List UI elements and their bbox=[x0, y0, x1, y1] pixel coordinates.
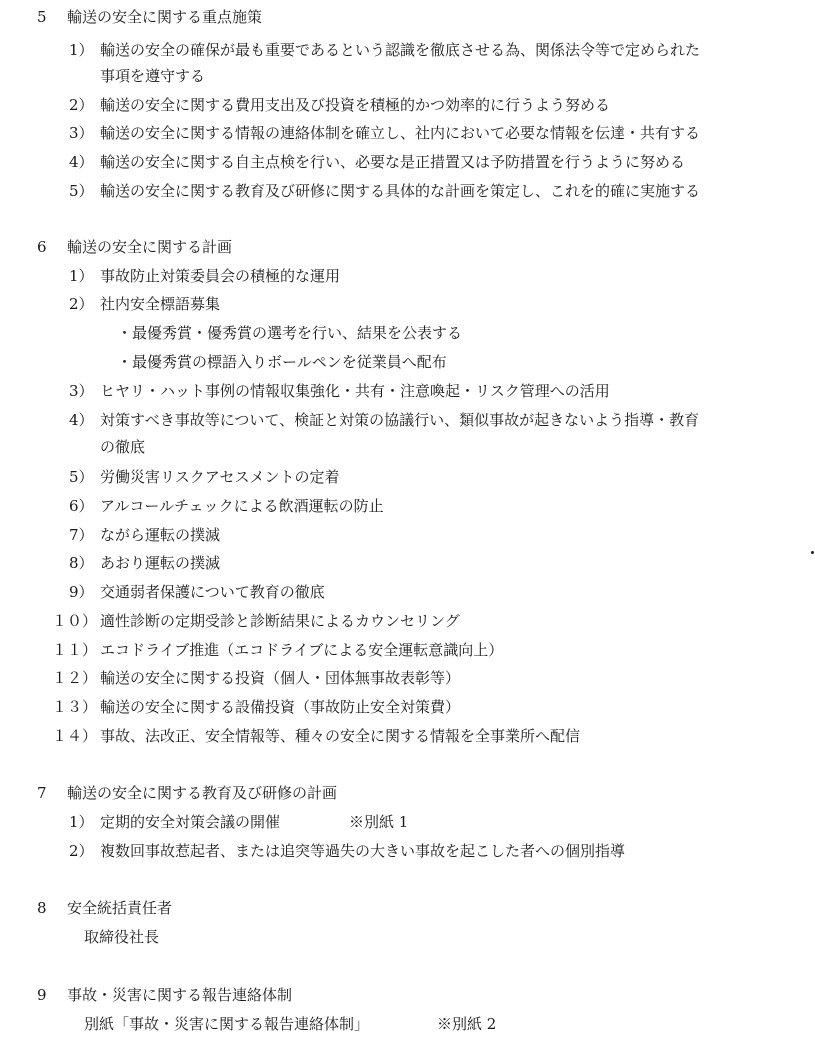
item-number: 6） bbox=[69, 497, 94, 515]
list-item bbox=[52, 668, 460, 688]
section-8-heading bbox=[37, 898, 172, 918]
item-text: エコドライブ推進（エコドライブによる安全運転意識向上） bbox=[100, 641, 504, 659]
list-item bbox=[69, 553, 220, 573]
item-text: 輸送の安全に関する投資（個人・団体無事故表彰等） bbox=[100, 669, 461, 687]
item-text: 複数回事故惹起者、または追突等過失の大きい事故を起こした者への個別指導 bbox=[100, 842, 626, 860]
list-item bbox=[69, 95, 610, 115]
item-number: 1） bbox=[69, 41, 94, 59]
item-text: 社内安全標語募集 bbox=[100, 295, 221, 313]
list-item bbox=[69, 266, 340, 286]
section-7-heading bbox=[37, 783, 337, 803]
list-item bbox=[69, 40, 700, 60]
section-number: 6 bbox=[37, 238, 47, 256]
list-item bbox=[69, 467, 340, 487]
stray-mark bbox=[811, 551, 814, 554]
item-number: 5） bbox=[69, 468, 94, 486]
item-number: １１） bbox=[52, 641, 98, 659]
item-text: 輸送の安全に関する教育及び研修に関する具体的な計画を策定し、これを的確に実施する bbox=[100, 182, 701, 200]
item-text: 交通弱者保護について教育の徹底 bbox=[100, 583, 325, 601]
section-number: 5 bbox=[37, 8, 47, 26]
list-item bbox=[52, 611, 460, 631]
item-number: 1） bbox=[69, 813, 94, 831]
item-number: 2） bbox=[69, 842, 94, 860]
section-number: 7 bbox=[37, 784, 47, 802]
item-number: 4） bbox=[69, 153, 94, 171]
item-text: 事故、法改正、安全情報等、種々の安全に関する情報を全事業所へ配信 bbox=[100, 727, 581, 745]
section-title: 事故・災害に関する報告連絡体制 bbox=[67, 986, 293, 1004]
item-number: 3） bbox=[69, 382, 94, 400]
item-number: 1） bbox=[69, 267, 94, 285]
item-text-continuation: 事項を遵守する bbox=[100, 67, 206, 85]
item-number: 2） bbox=[69, 295, 94, 313]
item-text: 輸送の安全に関する情報の連絡体制を確立し、社内において必要な情報を伝達・共有する bbox=[100, 124, 701, 142]
list-item bbox=[52, 726, 580, 746]
item-number: １２） bbox=[52, 669, 98, 687]
list-item bbox=[69, 410, 699, 430]
sub-item: ・最優秀賞・優秀賞の選考を行い、結果を公表する bbox=[117, 324, 463, 342]
list-item bbox=[69, 123, 700, 143]
item-number: 9） bbox=[69, 583, 94, 601]
item-number: 8） bbox=[69, 554, 94, 572]
item-number: 2） bbox=[69, 96, 94, 114]
item-number: 3） bbox=[69, 124, 94, 142]
list-item bbox=[52, 697, 460, 717]
sub-item: ・最優秀賞の標語入りボールペンを従業員へ配布 bbox=[117, 353, 447, 371]
list-item bbox=[69, 841, 625, 861]
list-item bbox=[69, 525, 220, 545]
section-number: 8 bbox=[37, 899, 47, 917]
item-text-continuation: の徹底 bbox=[100, 438, 146, 456]
item-text: ながら運転の撲滅 bbox=[100, 526, 221, 544]
section-title: 輸送の安全に関する計画 bbox=[67, 238, 233, 256]
section-9-heading bbox=[37, 985, 292, 1005]
annex-note: ※別紙 2 bbox=[437, 1015, 497, 1033]
list-item bbox=[69, 812, 280, 832]
item-text: 労働災害リスクアセスメントの定着 bbox=[100, 468, 340, 486]
item-text: 輸送の安全に関する費用支出及び投資を積極的かつ効率的に行うよう努める bbox=[100, 96, 611, 114]
section-body: 取締役社長 bbox=[84, 928, 160, 946]
item-number: １３） bbox=[52, 698, 98, 716]
section-body: 別紙「事故・災害に関する報告連絡体制」 bbox=[84, 1015, 370, 1033]
list-item bbox=[69, 152, 685, 172]
list-item bbox=[52, 640, 503, 660]
item-number: １０） bbox=[52, 612, 98, 630]
annex-note: ※別紙 1 bbox=[349, 813, 409, 831]
item-number: 4） bbox=[69, 411, 94, 429]
item-number: １４） bbox=[52, 727, 98, 745]
item-text: アルコールチェックによる飲酒運転の防止 bbox=[100, 497, 384, 515]
item-text: 輸送の安全に関する設備投資（事故防止安全対策費） bbox=[100, 698, 461, 716]
item-text: あおり運転の撲滅 bbox=[100, 554, 221, 572]
section-5-heading bbox=[37, 7, 262, 27]
section-title: 輸送の安全に関する重点施策 bbox=[67, 8, 263, 26]
list-item bbox=[69, 582, 325, 602]
item-text: 定期的安全対策会議の開催 bbox=[100, 813, 281, 831]
section-title: 輸送の安全に関する教育及び研修の計画 bbox=[67, 784, 338, 802]
list-item bbox=[69, 294, 220, 314]
list-item bbox=[69, 181, 700, 201]
list-item bbox=[69, 381, 610, 401]
section-6-heading bbox=[37, 237, 232, 257]
section-number: 9 bbox=[37, 986, 47, 1004]
item-text: 対策すべき事故等について、検証と対策の協議行い、類似事故が起きないよう指導・教育 bbox=[100, 411, 700, 429]
item-text: ヒヤリ・ハット事例の情報収集強化・共有・注意喚起・リスク管理への活用 bbox=[100, 382, 610, 400]
item-number: 5） bbox=[69, 182, 94, 200]
section-title: 安全統括責任者 bbox=[67, 899, 173, 917]
item-text: 事故防止対策委員会の積極的な運用 bbox=[100, 267, 341, 285]
item-text: 輸送の安全の確保が最も重要であるという認識を徹底させる為、関係法令等で定められた bbox=[100, 41, 701, 59]
list-item bbox=[69, 496, 384, 516]
item-text: 輸送の安全に関する自主点検を行い、必要な是正措置又は予防措置を行うように努める bbox=[100, 153, 686, 171]
item-number: 7） bbox=[69, 526, 94, 544]
item-text: 適性診断の定期受診と診断結果によるカウンセリング bbox=[100, 612, 460, 630]
